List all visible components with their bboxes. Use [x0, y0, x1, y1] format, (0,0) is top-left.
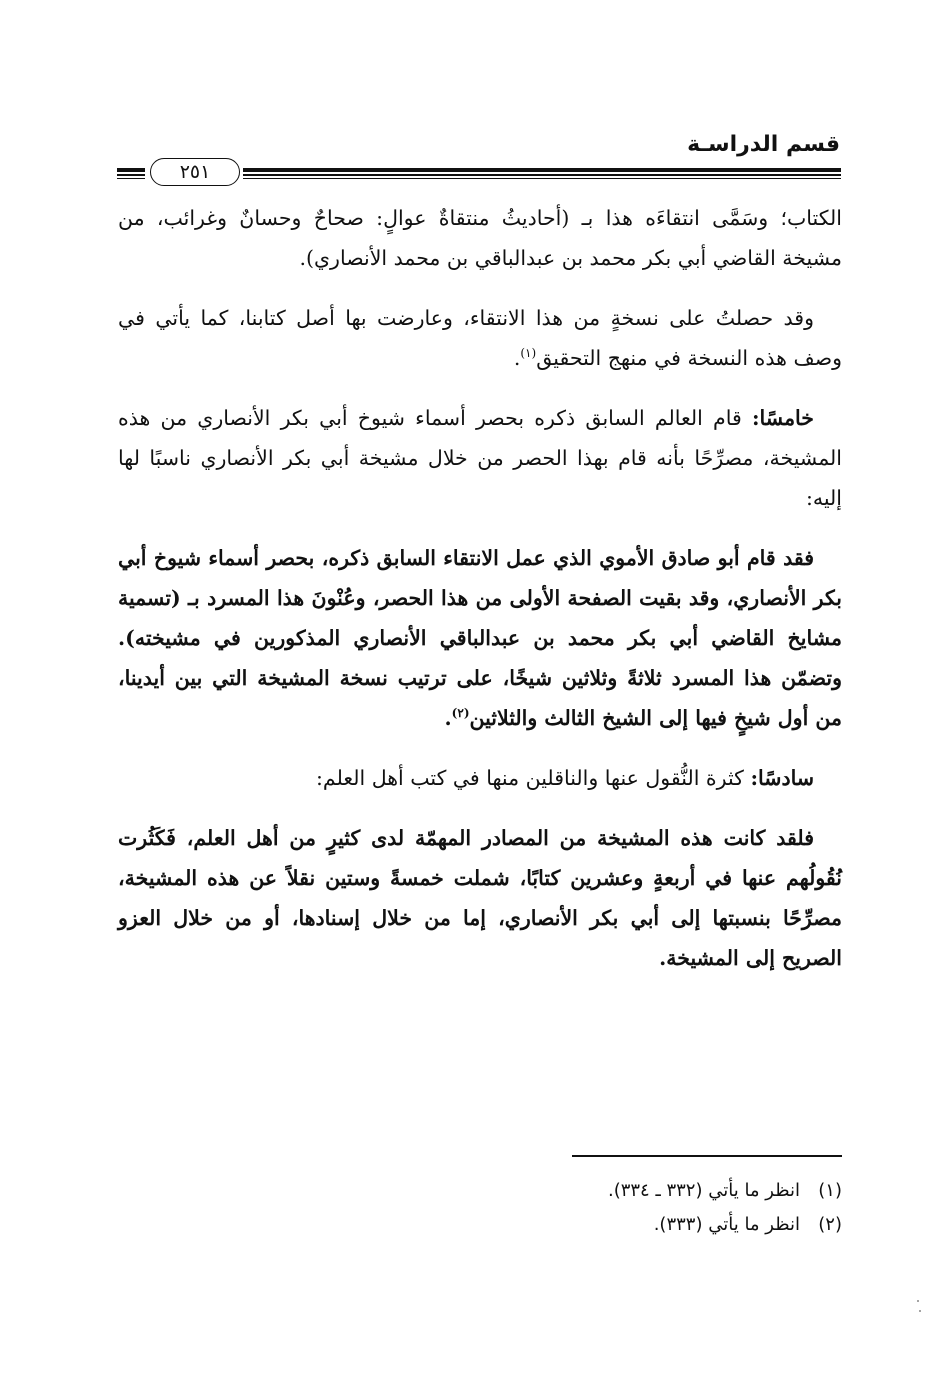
header-rule-left: [117, 160, 145, 186]
running-title: قسم الدراسـة: [687, 132, 840, 157]
scan-speck-marks: [917, 1300, 923, 1314]
paragraph-4-text: فقد قام أبو صادق الأموي الذي عمل الانتقاء السابق ذكره، بحصر أسماء شيوخ أبي بكر الأنصاري، وقد بقيت الصفحة الأولى من هذا الحصر، وعُنْونَ هذا المسرد بـ (تسمية مشايخ القاضي أبي بكر محمد بن عبدالباقي الأنصاري المذكورين في مشيخته). وتضمّن هذا المسرد ثلاثةً وثلاثين شيخًا، على ترتيب نسخة المشيخة التي بين أيدينا، من أول شيخٍ فيها إلى الشيخ الثالث والثلاثين: [118, 546, 842, 730]
footnote-1: [422, 1174, 842, 1208]
paragraph-5: [118, 758, 842, 798]
footnote-2: [422, 1208, 842, 1242]
footnote-2-text: انظر ما يأتي (٣٣٣).: [653, 1214, 800, 1235]
paragraph-6-text: فلقد كانت هذه المشيخة من المصادر المهمّة لدى كثيرٍ من أهل العلم، فَكَثُرت نُقُولُهم عنها في أربعةٍ وعشرين كتابًا، شملت خمسةً وستين نقلاً عن هذه المشيخة، مصرِّحًا بنسبتها إلى أبي بكر الأنصاري، إما من خلال إسنادها، أو من خلال العزو الصريح إلى المشيخة.: [118, 826, 842, 970]
paragraph-4-tail: .: [444, 706, 452, 730]
section-label-sixth: سادسًا:: [750, 766, 814, 790]
paragraph-3: [118, 398, 842, 518]
paragraph-4: [118, 538, 842, 738]
footnote-ref-1[interactable]: (١): [520, 346, 537, 361]
page-number: ٢٥١: [150, 158, 240, 186]
footnote-ref-2[interactable]: (٢): [451, 706, 470, 721]
paragraph-3-text: قام العالم السابق ذكره بحصر أسماء شيوخ أبي بكر الأنصاري من هذه المشيخة، مصرِّحًا بأنه قام بهذا الحصر من خلال مشيخة أبي بكر الأنصاري ناسبًا لها إليه:: [118, 406, 842, 510]
paragraph-2-tail: .: [513, 346, 521, 370]
footnote-1-text: انظر ما يأتي (٣٣٢ ـ ٣٣٤).: [607, 1180, 800, 1201]
paragraph-1: [118, 198, 842, 278]
footnote-1-number: (١): [818, 1180, 842, 1201]
paragraph-1-text: الكتاب؛ وسَمَّى انتقاءَه هذا بـ (أحاديثُ منتقاةٌ عوالٍ: صحاحٌ وحسانٌ وغرائب، من مشيخة القاضي أبي بكر محمد بن عبدالباقي بن محمد الأنصاري).: [118, 206, 842, 270]
paragraph-2-text: وقد حصلتُ على نسخةٍ من هذا الانتقاء، وعارضت بها أصل كتابنا، كما يأتي في وصف هذه النسخة في منهج التحقيق: [118, 306, 842, 370]
header-rule-right: [243, 160, 841, 186]
footnote-separator: [572, 1155, 842, 1157]
footnote-2-number: (٢): [818, 1214, 842, 1235]
paragraph-2: [118, 298, 842, 378]
body-text: [118, 198, 842, 1000]
paragraph-6: [118, 818, 842, 978]
paragraph-5-text: كثرة النُّقول عنها والناقلين منها في كتب أهل العلم:: [316, 766, 744, 790]
section-label-fifth: خامسًا:: [751, 406, 814, 430]
footnotes: [422, 1174, 842, 1242]
